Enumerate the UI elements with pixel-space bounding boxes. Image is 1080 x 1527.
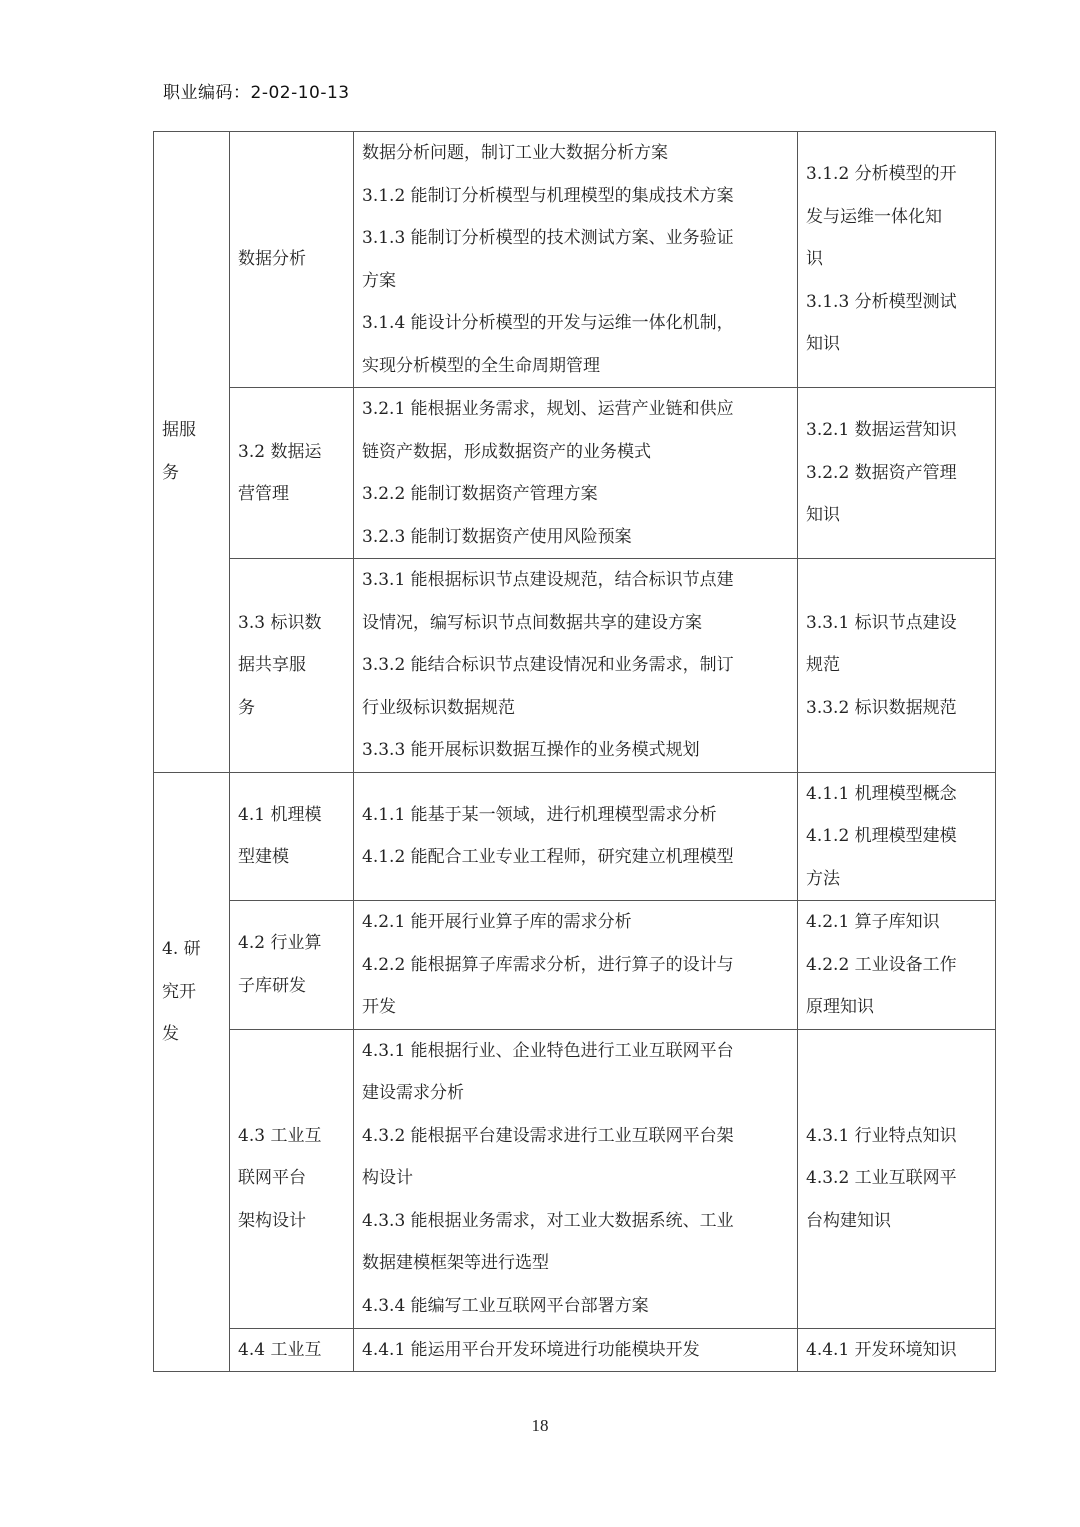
subcategory-text: 4.4 工业互 bbox=[238, 1339, 322, 1360]
knowledge-text: 3.1.3 分析模型测试 bbox=[806, 291, 957, 312]
skill-text: 3.1.4 能设计分析模型的开发与运维一体化机制， bbox=[362, 313, 734, 333]
knowledge-text: 4.1.1 机理模型概念 bbox=[806, 783, 957, 804]
skill-text: 4.2.2 能根据算子库需求分析，进行算子的设计与 bbox=[362, 954, 734, 975]
knowledge-text: 4.1.2 机理模型建模 bbox=[806, 826, 957, 846]
subcategory-text: 联网平台 bbox=[238, 1168, 306, 1189]
subcategory-text: 营管理 bbox=[238, 484, 289, 504]
subcategory-cell bbox=[230, 901, 354, 1030]
skill-text: 开发 bbox=[362, 997, 396, 1017]
table-row bbox=[154, 772, 996, 901]
table-row bbox=[154, 1029, 996, 1328]
knowledge-cell bbox=[798, 132, 996, 388]
knowledge-text: 4.2.1 算子库知识 bbox=[806, 912, 940, 932]
skill-text: 4.1.2 能配合工业专业工程师，研究建立机理模型 bbox=[362, 847, 734, 868]
category-text: 4. 研 bbox=[162, 939, 201, 959]
skill-text: 方案 bbox=[362, 270, 396, 291]
table-row bbox=[154, 132, 996, 388]
knowledge-cell bbox=[798, 772, 996, 901]
subcategory-text: 数据分析 bbox=[238, 249, 306, 270]
skill-text: 3.2.3 能制订数据资产使用风险预案 bbox=[362, 526, 632, 547]
subcategory-text: 4.1 机理模 bbox=[238, 804, 322, 825]
category-cell-data-service bbox=[154, 132, 230, 773]
subcategory-text: 据共享服 bbox=[238, 655, 306, 675]
knowledge-cell bbox=[798, 1029, 996, 1328]
table-row bbox=[154, 388, 996, 559]
skills-cell bbox=[354, 1328, 798, 1372]
skills-cell bbox=[354, 132, 798, 388]
table-row bbox=[154, 559, 996, 773]
skill-text: 3.2.1 能根据业务需求，规划、运营产业链和供应 bbox=[362, 399, 734, 419]
table-row bbox=[154, 1328, 996, 1372]
skills-cell bbox=[354, 388, 798, 559]
page-number: 18 bbox=[531, 1416, 549, 1435]
skill-text: 4.3.3 能根据业务需求，对工业大数据系统、工业 bbox=[362, 1210, 734, 1231]
skill-text: 4.4.1 能运用平台开发环境进行功能模块开发 bbox=[362, 1339, 700, 1360]
knowledge-text: 规范 bbox=[806, 655, 840, 675]
skill-text: 建设需求分析 bbox=[362, 1083, 464, 1104]
knowledge-text: 4.3.2 工业互联网平 bbox=[806, 1168, 957, 1189]
skill-text: 4.3.1 能根据行业、企业特色进行工业互联网平台 bbox=[362, 1040, 734, 1061]
skill-text: 实现分析模型的全生命周期管理 bbox=[362, 355, 600, 376]
knowledge-text: 3.1.2 分析模型的开 bbox=[806, 164, 957, 185]
knowledge-text: 知识 bbox=[806, 505, 840, 526]
knowledge-text: 识 bbox=[806, 249, 823, 270]
knowledge-text: 3.3.1 标识节点建设 bbox=[806, 612, 957, 633]
skill-text: 4.2.1 能开展行业算子库的需求分析 bbox=[362, 912, 632, 932]
knowledge-text: 3.2.1 数据运营知识 bbox=[806, 420, 957, 441]
skill-text: 4.3.4 能编写工业互联网平台部署方案 bbox=[362, 1295, 649, 1316]
subcategory-cell bbox=[230, 559, 354, 773]
knowledge-text: 3.3.2 标识数据规范 bbox=[806, 697, 957, 718]
occupation-code bbox=[163, 78, 350, 103]
skill-text: 行业级标识数据规范 bbox=[362, 697, 515, 718]
skills-cell bbox=[354, 901, 798, 1030]
skills-requirements-table bbox=[153, 131, 996, 1372]
skill-text: 3.2.2 能制订数据资产管理方案 bbox=[362, 484, 598, 504]
knowledge-text: 台构建知识 bbox=[806, 1210, 891, 1231]
knowledge-cell bbox=[798, 559, 996, 773]
skill-text: 3.3.3 能开展标识数据互操作的业务模式规划 bbox=[362, 740, 700, 760]
subcategory-text: 3.2 数据运 bbox=[238, 441, 322, 462]
skill-text: 设情况，编写标识节点间数据共享的建设方案 bbox=[362, 612, 702, 633]
category-text: 据服 bbox=[162, 420, 196, 441]
skills-cell bbox=[354, 559, 798, 773]
subcategory-cell bbox=[230, 1328, 354, 1372]
subcategory-text: 务 bbox=[238, 697, 255, 718]
knowledge-text: 3.2.2 数据资产管理 bbox=[806, 462, 957, 483]
knowledge-text: 知识 bbox=[806, 334, 840, 355]
subcategory-cell bbox=[230, 1029, 354, 1328]
subcategory-text: 子库研发 bbox=[238, 975, 306, 996]
knowledge-text: 4.3.1 行业特点知识 bbox=[806, 1125, 957, 1146]
skill-text: 数据建模框架等进行选型 bbox=[362, 1253, 549, 1274]
skill-text: 3.3.1 能根据标识节点建设规范，结合标识节点建 bbox=[362, 570, 734, 590]
skills-cell bbox=[354, 772, 798, 901]
knowledge-cell bbox=[798, 901, 996, 1030]
category-cell-research-development bbox=[154, 772, 230, 1372]
occupation-code-value: 2-02-10-13 bbox=[250, 83, 350, 103]
spacer bbox=[162, 1056, 221, 1216]
knowledge-text: 方法 bbox=[806, 868, 840, 889]
knowledge-cell bbox=[798, 1328, 996, 1372]
subcategory-cell bbox=[230, 772, 354, 901]
skill-text: 4.1.1 能基于某一领域，进行机理模型需求分析 bbox=[362, 804, 717, 825]
skill-text: 3.1.3 能制订分析模型的技术测试方案、业务验证 bbox=[362, 228, 734, 248]
occupation-code-label: 职业编码： bbox=[163, 83, 251, 103]
subcategory-cell bbox=[230, 132, 354, 388]
skills-cell bbox=[354, 1029, 798, 1328]
subcategory-text: 型建模 bbox=[238, 847, 289, 868]
skill-text: 3.3.2 能结合标识节点建设情况和业务需求，制订 bbox=[362, 655, 734, 675]
subcategory-text: 4.2 行业算 bbox=[238, 933, 322, 954]
skill-text: 构设计 bbox=[362, 1168, 413, 1189]
subcategory-text: 架构设计 bbox=[238, 1210, 306, 1231]
skill-text: 3.1.2 能制订分析模型与机理模型的集成技术方案 bbox=[362, 185, 734, 206]
category-text: 务 bbox=[162, 462, 179, 483]
category-text: 发 bbox=[162, 1024, 179, 1044]
knowledge-cell bbox=[798, 388, 996, 559]
skill-text: 数据分析问题，制订工业大数据分析方案 bbox=[362, 143, 668, 163]
knowledge-text: 发与运维一体化知 bbox=[806, 206, 942, 227]
subcategory-text: 4.3 工业互 bbox=[238, 1125, 322, 1146]
knowledge-text: 4.2.2 工业设备工作 bbox=[806, 954, 957, 975]
subcategory-text: 3.3 标识数 bbox=[238, 612, 322, 633]
category-text: 究开 bbox=[162, 981, 196, 1002]
knowledge-text: 原理知识 bbox=[806, 997, 874, 1017]
subcategory-cell bbox=[230, 388, 354, 559]
knowledge-text: 4.4.1 开发环境知识 bbox=[806, 1339, 957, 1360]
table-row bbox=[154, 901, 996, 1030]
skill-text: 4.3.2 能根据平台建设需求进行工业互联网平台架 bbox=[362, 1125, 734, 1146]
skill-text: 链资产数据，形成数据资产的业务模式 bbox=[362, 441, 651, 462]
